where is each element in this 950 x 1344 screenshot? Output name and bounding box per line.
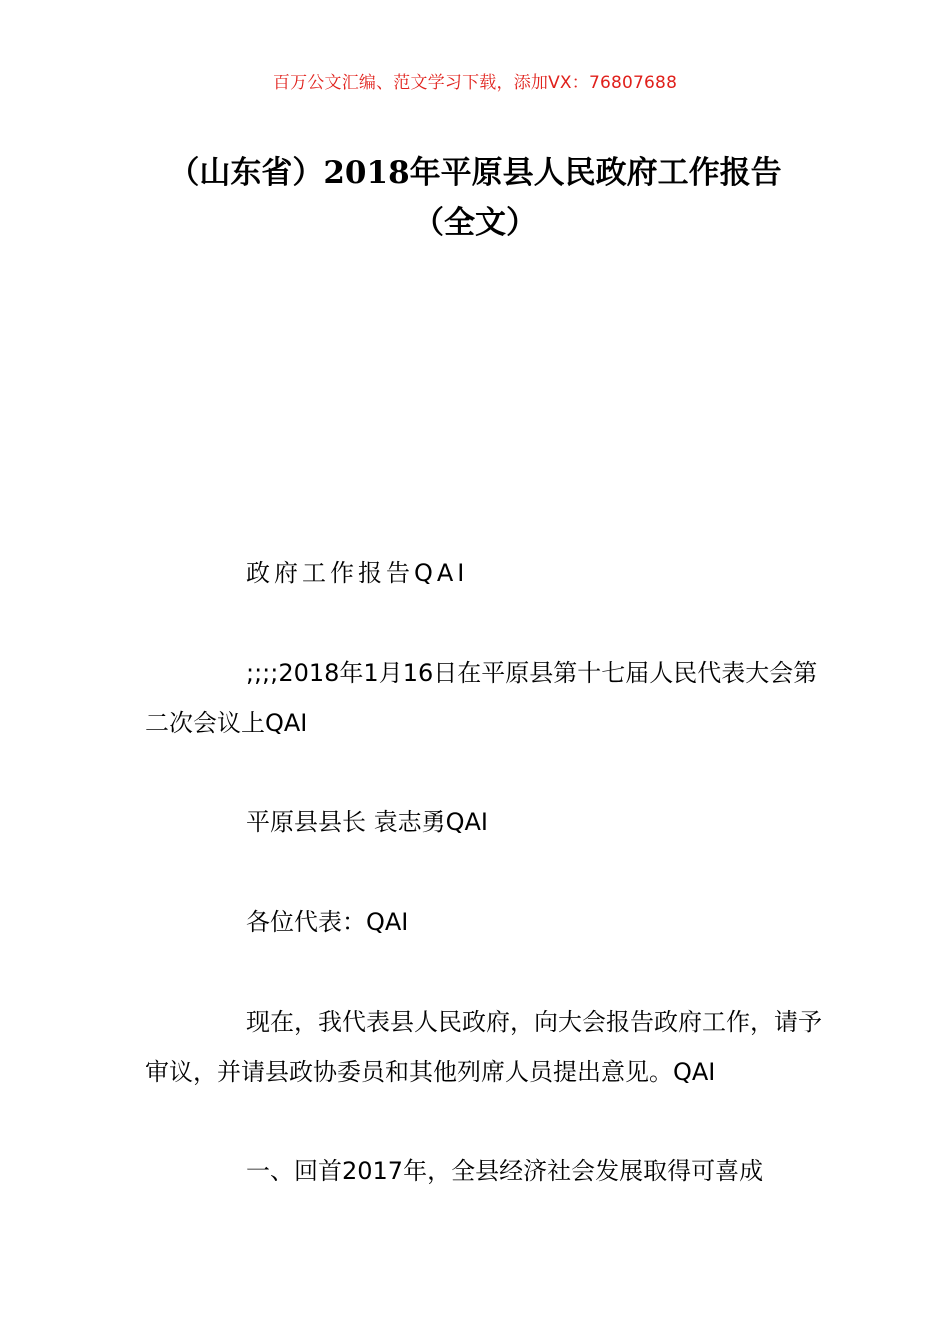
meeting-info-paragraph: ;;;;2018年1月16日在平原县第十七届人民代表大会第二次会议上QAI [145,659,818,737]
section-one-heading: 一、回首2017年，全县经济社会发展取得可喜成 [246,1157,764,1185]
section-heading: 政府工作报告QAI [246,559,469,587]
salutation-line: 各位代表：QAI [246,908,409,936]
speaker-line: 平原县县长 袁志勇QAI [246,808,489,836]
document-title: （山东省）2018年平原县人民政府工作报告（全文） [168,155,782,241]
body-paragraph: 现在，我代表县人民政府，向大会报告政府工作，请予审议，并请县政协委员和其他列席人员提出意见。QAI [145,1008,822,1086]
promo-header-note: 百万公文汇编、范文学习下载，添加VX：76807688 [272,73,678,93]
